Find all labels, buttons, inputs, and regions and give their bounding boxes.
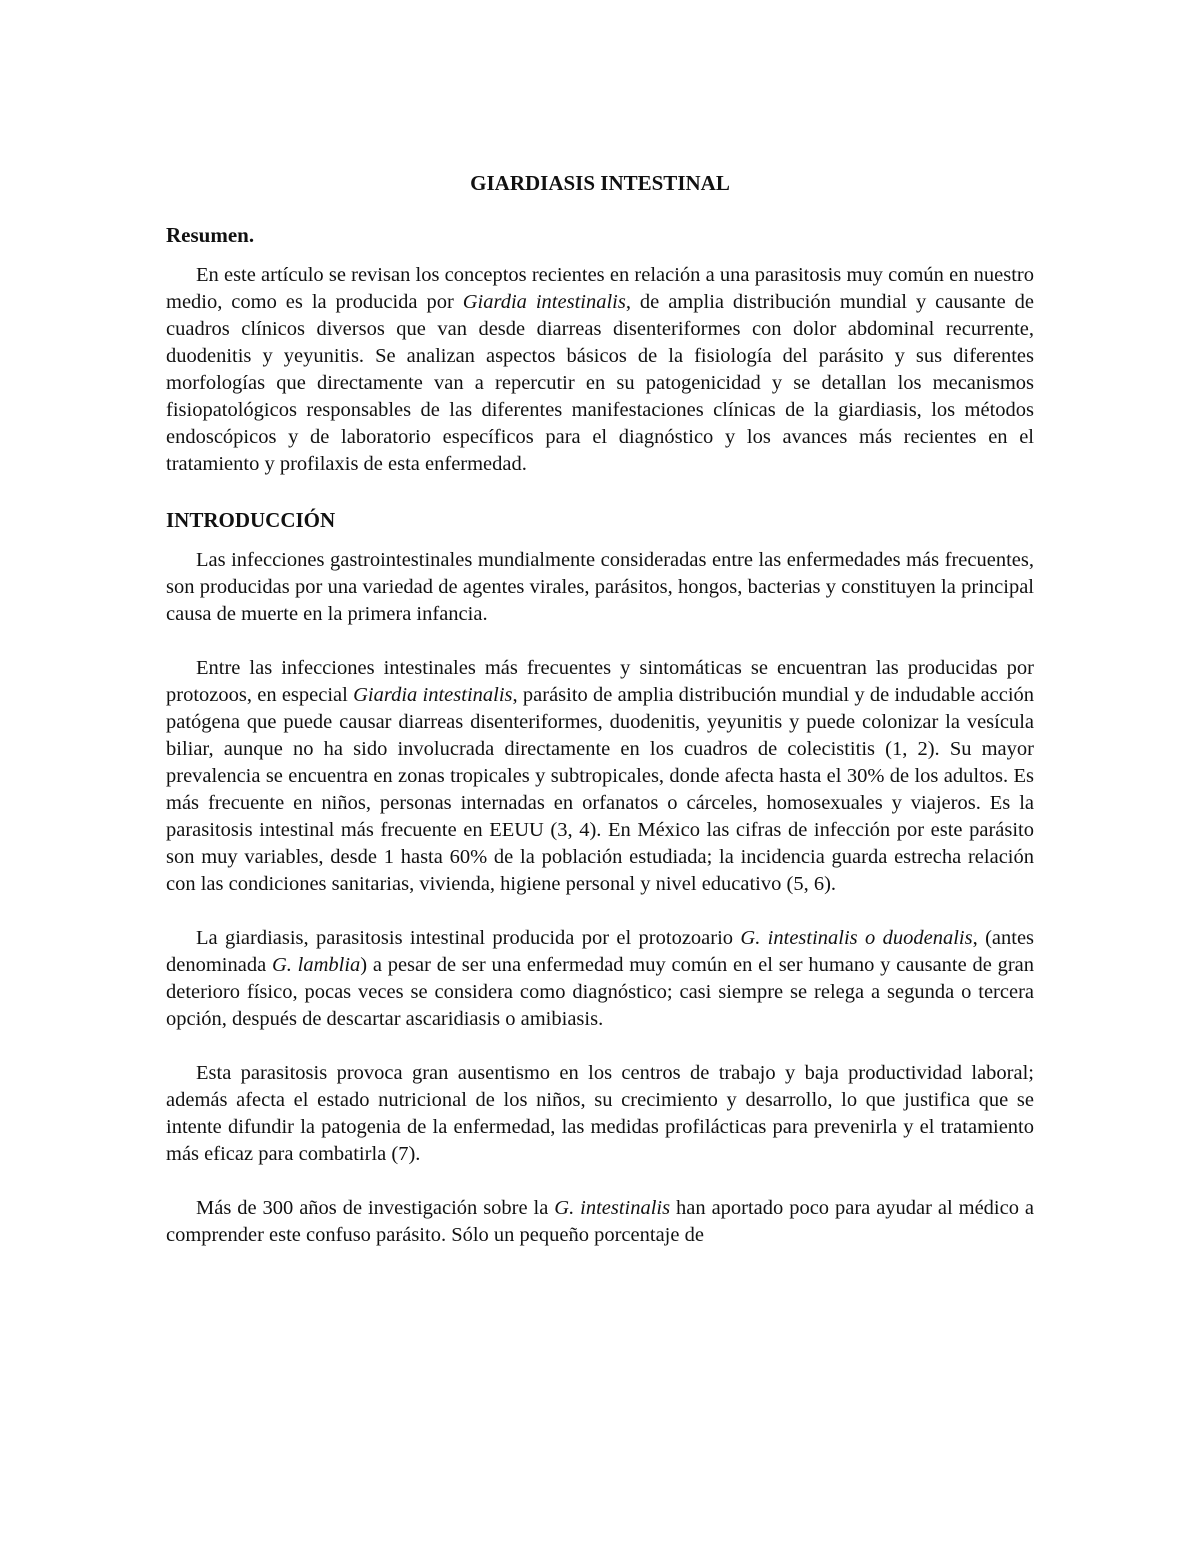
intro-paragraph-4: Esta parasitosis provoca gran ausentismo en los centros de trabajo y baja productividad laboral; además afecta el estado nutricional de los niños, su crecimiento y desarrollo, lo que justifica que se intente difundir la patogenia de la enfermedad, las medidas profilácticas para prevenirla y el tratamiento más eficaz para combatirla (7). xyxy=(166,1062,1034,1165)
abstract-text-2: , de amplia distribución mundial y causante de cuadros clínicos diversos que van desde diarreas disenteriformes con dolor abdominal recurrente, duodenitis y yeyunitis. Se analizan aspectos básicos de la fisiología del parásito y sus diferentes morfologías que directamente van a repercutir en su patogenicidad y se detallan los mecanismos fisiopatológicos responsables de las diferentes manifestaciones clínicas de la giardiasis, los métodos endoscópicos y de laboratorio específicos para el diagnóstico y los avances más recientes en el tratamiento y profilaxis de esta enfermedad. xyxy=(166,291,1035,475)
abstract-text-1: En este artículo se revisan los conceptos recientes en relación a una parasitosis muy común en nuestro medio, como es la producida por xyxy=(166,264,1034,313)
intro-p2-text-1: Entre las infecciones intestinales más frecuentes y sintomáticas se encuentran las producidas por protozoos, en especial xyxy=(166,657,1034,706)
intro-paragraph-1: Las infecciones gastrointestinales mundialmente consideradas entre las enfermedades más frecuentes, son producidas por una variedad de agentes virales, parásitos, hongos, bacterias y constituyen la principal causa de muerte en la primera infancia. xyxy=(166,549,1034,625)
abstract-species-name: Giardia intestinalis xyxy=(462,291,626,313)
introduction-heading: INTRODUCCIÓN xyxy=(166,508,336,532)
intro-paragraph-3 xyxy=(166,925,1034,1033)
abstract-paragraph xyxy=(166,262,1034,478)
intro-p3-text-1: La giardiasis, parasitosis intestinal producida por el protozoario xyxy=(196,927,741,949)
abstract-heading: Resumen. xyxy=(166,223,255,247)
intro-p2-text-2: , parásito de amplia distribución mundial y de indudable acción patógena que puede causar diarreas disenteriformes, duodenitis, yeyunitis y puede colonizar la vesícula biliar, aunque no ha sido involucrada directamente en los cuadros de colecistitis (1, 2). Su mayor prevalencia se encuentra en zonas tropicales y subtropicales, donde afecta hasta el 30% de los adultos. Es más frecuente en niños, personas internadas en orfanatos o cárceles, homosexuales y viajeros. Es la parasitosis intestinal más frecuente en EEUU (3, 4). En México las cifras de infección por este parásito son muy variables, desde 1 hasta 60% de la población estudiada; la incidencia guarda estrecha relación con las condiciones sanitarias, vivienda, higiene personal y nivel educativo (5, 6). xyxy=(166,684,1035,895)
intro-p5-text-2: han aportado poco para ayudar al médico a comprender este confuso parásito. Sólo un pequeño porcentaje de xyxy=(166,1197,1034,1246)
document-page xyxy=(166,168,1034,1249)
intro-paragraph-5 xyxy=(166,1195,1034,1249)
intro-p3-species-alt-name: G. lamblia xyxy=(271,954,361,976)
intro-p3-text-3: ) a pesar de ser una enfermedad muy común en el ser humano y causante de gran deterioro físico, pocas veces se considera como diagnóstico; casi siempre se relega a segunda o tercera opción, después de descartar ascaridiasis o amibiasis. xyxy=(166,954,1034,1030)
intro-p2-species-name: Giardia intestinalis xyxy=(353,684,513,706)
intro-paragraph-2 xyxy=(166,655,1034,898)
intro-p3-species-name: G. intestinalis o duodenalis xyxy=(740,927,973,949)
intro-p3-text-2: , (antes denominada xyxy=(166,927,1035,976)
intro-p5-text-1: Más de 300 años de investigación sobre la xyxy=(196,1197,555,1219)
intro-p5-species-name: G. intestinalis xyxy=(554,1197,671,1219)
document-title: GIARDIASIS INTESTINAL xyxy=(470,171,730,195)
